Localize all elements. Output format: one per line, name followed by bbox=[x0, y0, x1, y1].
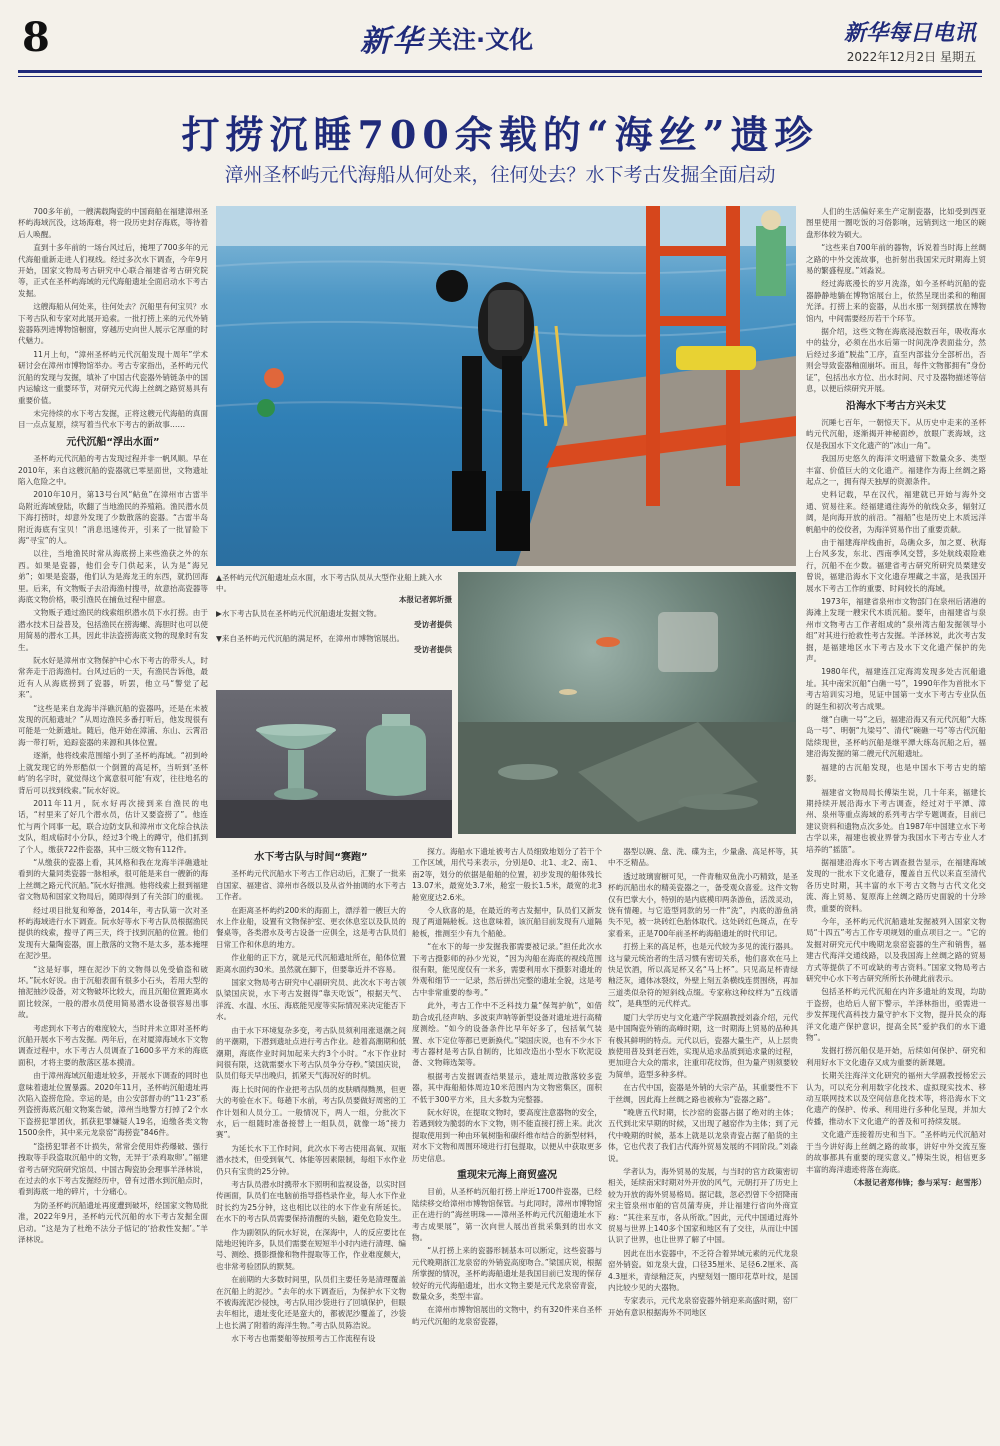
masthead-brand-text: 新华每日电讯 bbox=[843, 20, 976, 46]
page-number: 8 bbox=[22, 14, 50, 61]
subhead-song-yuan-trade: 重现宋元海上商贸盛况 bbox=[457, 1169, 557, 1181]
subhead-race-against-time: 水下考古队与时间“赛跑” bbox=[254, 852, 368, 863]
caption-photo-ceramics: ▼来自圣杯屿元代沉船的满足杯，在漳州市博物馆展出。 bbox=[216, 634, 405, 643]
body-text: 器型以碗、盘、洗、碟为主，少量盏、高足杯等，其中不乏精品。 透过玻璃窗橱可见，一件青釉双鱼洗小巧精致，是圣杯屿沉船出水的精美瓷器之一，备受观众喜爱。这件文物仅有巴掌大小，特别的是内底模印两条游鱼，活泼灵动，饶有情趣。与它造型同款的另一件“洗”，内底的游鱼消失不见，被一块砖红色胎体取代。这处砖红色斑点，在专家看来，正是700年前圣杯屿海船遗址的时代印记。 打捞上来的高足杯，也是元代较为多见的流行器具。这与蒙元统治者的生活习惯有密切关系，他们喜欢在马上快足饮酒，所以高足杯又名“马上杯”。只见高足杯青绿釉泛灰，通体冰裂纹，外壁上刻五条横线连贯围绕，再加三道类似杂符的短斜线点缀。专家称这种纹样为“五线谱纹”，是典型的元代样式。 厦门大学历史与文化遗产学院副教授刘淼介绍，元代是中国陶瓷外销的高峰时期，这一时期海上贸易的品种具有极其鲜明的特点。元代以后，瓷器大量生产，从上层贵族使用普及到老百姓，实现从追求品质到追求量的过程，更加迎合大众的需求，注重印花纹饰，但为量产则须要较为简单，造型多种多样。 在古代中国，瓷器是外销的大宗产品，其重要性不下于丝绸，因此海上丝绸之路也被称为“瓷器之路”。 “晚唐五代时期，长沙窑的瓷器占据了绝对的主体；五代到北宋早期的时候，又出现了越窑作为主体；到了元代中晚期的时候，基本上就是以龙泉青瓷占据了船货的主体，它也代表了我们古代海外贸易发展的不同阶段。”刘淼说。 学者认为，海外贸易的发展，与当时的官方政策密切相关，延续南宋时期对外开放的风气，元朝打开了历史上较为开放的海外贸易格局。据记载，忽必烈曾下令招降南宋主管泉州市舶的官员蒲寿庚，并让福建行省向外商宣称：“其往来互市，各从所欲。”因此，元代中国通过海外贸易与世界上140多个国家和地区有了交往，从而让中国认识了世界，也让世界了解了中国。 因此在出水瓷器中，不乏符合着异域元素的元代龙泉窑外销瓷。如龙泉大盘，口径35厘米、足径6.2厘米、高4.3厘米，青绿釉泛灰，内壁刻划一圈印花草叶纹，是国内比较少见的大器物。 专家表示，元代龙泉窑瓷器外销迎来高盛时期，窑厂开始有意识根据海外不同地区 bbox=[608, 847, 798, 1317]
column-3 bbox=[412, 846, 602, 1428]
column-5 bbox=[806, 206, 986, 1428]
credit-photo-diver: 本报记者郭圻摄 bbox=[398, 595, 452, 604]
header-rule bbox=[18, 70, 982, 73]
caption-photo-seabed: ▶水下考古队员在圣杯屿元代沉船遗址发掘文物。 bbox=[216, 609, 382, 618]
caption-photo-diver: ▲圣杯屿元代沉船遗址点水面，水下考古队员从大型作业船上跳入水中。 bbox=[216, 573, 443, 593]
subheadline: 漳州圣杯屿元代海船从何处来，往何处去？水下考古发掘全面启动 bbox=[224, 164, 776, 186]
subhead-coastal-underwater-archaeology: 沿海水下考古方兴未艾 bbox=[846, 400, 946, 412]
body-text: 圣杯屿元代沉船水下考古工作启动后，汇聚了一批来自国家、福建省、漳州市各级以及从省外抽调的水下考古工作者。 在距离圣杯屿约200米的海面上，漂浮着一艘巨大的水上作业船，设置有文物保护室、更衣休息室以及队员的餐桌等，各类潜水及考古设备一应俱全，这是考古队员们日常工作和休息的地方。 作业船的正下方，就是元代沉船遗址所在，船体位置距离水面约30米。虽然就在脚下，但要靠近并不容易。 国家文物局考古研究中心副研究员、此次水下考古领队梁国庆说，水下考古发掘得“靠天吃饭”，根据天气、洋流、水温、水压、海底能见度等实际情况来决定能否下水。 由于水下环境复杂多变，考古队员须利用涨退潮之间的平潮期，下潜到遗址点进行考古作业。趁着高潮期和低潮期，海底作业时间加起来大约3个小时。“水下作业时间很有限，这就需要水下考古队员争分夺秒。”梁国庆说，队员们每天早出晚归，抓紧天气海况好的时机。 海上长时间的作业把考古队员的皮肤晒得黝黑，但更大的考验在水下。每趟下水前，考古队员要做好周密的工作计划和人员分工。一般情况下，两人一组，分批次下水，后一组随时准备接替上一组队员，就像一场“接力赛”。 为延长水下工作时间，此次水下考古使用高氧、双瓶潜水技术，但受到氧气、体能等因素限制，每组下水作业仍只有宝贵的25分钟。 考古队员潜水时携带水下照明和监视设备，以实时回传画面，队员们在电脑前指导搭档录作业，每人水下作业时长约为25分钟，这也相比以往的水下作业有所延长。在水下的考古队员需要保持清醒的头脑，避免危险发生。 作为副领队的阮水好说，在深海中，人的反应要比在陆地迟钝许多，队员们需要在短短半小时内进行清理、编号、测绘、摄影摄像和物件提取等工作，作业难度颇大，也非常考验团队的默契。 在前期的大多数时间里，队员们主要任务是清理覆盖在沉船上的泥沙。“去年的水下调查后，为保护水下文物不被海流泥沙侵蚀，考古队用沙袋进行了回填保护，但眼去年相比，遗址变化还是蛮大的，都被泥沙覆盖了，沙袋上也长满了附着的海洋生物。”考古队员陈浩说。 水下考古也需要船等按照考古工作流程有设 bbox=[216, 869, 406, 1344]
photo-celadon-ceramics bbox=[216, 690, 452, 838]
diver-scene-illustration bbox=[216, 206, 796, 566]
credit-photo-seabed: 受访者提供 bbox=[414, 620, 452, 629]
photo-captions bbox=[216, 572, 452, 658]
intro-text: 700多年前，一艘满载陶瓷的中国商船在福建漳州圣杯屿海域沉没，这场海难，将一段历史封存海底，等待着后人唤醒。 直到十多年前的一场台风过后，掩埋了700多年的元代海船重新走进人们视线。经过多次水下调查，今年9月开始，国家文物局考古研究中心联合福建省考古研究院等，正式在圣杯屿海域的元代海船遗址全面启动水下考古发掘。 这艘海船从何处来，往何处去？沉船里有何宝贝？水下考古队和专家对此展开追索。一批打捞上来的元代外销瓷器陈列进博物馆橱窗，穿越历史向世人展示它厚重的时代魅力。 11月上旬，“漳州圣杯屿元代沉船发现十周年”学术研讨会在漳州市博物馆举办。考古专家指出，圣杯屿元代沉船的发现与发掘，填补了中国古代瓷器外销链条中的国内运输这一重要环节，对研究元代海上丝绸之路贸易具有重要价值。 未完待续的水下考古发掘，正将这艘元代海船的真面目一点点复原，续写着当代水下考古的新故事…… bbox=[18, 207, 208, 430]
photo-diver-jumping bbox=[216, 206, 796, 566]
column-4 bbox=[608, 846, 798, 1428]
headline: 打捞沉睡700余载的“海丝”遗珍 bbox=[181, 112, 819, 157]
ceramics-illustration bbox=[216, 690, 452, 838]
photo-seabed-excavation bbox=[458, 572, 796, 834]
column-1 bbox=[18, 206, 208, 1428]
byline: （本报记者郑伟锋；参与采写：赵雪彤） bbox=[849, 1177, 986, 1187]
body-text: 圣杯屿元代沉船的考古发现过程并非一帆风顺。早在2010年，来自这艘沉船的瓷器就已零星面世，文物遗址陷入危险之中。 2010年10月，第13号台风“鲇鱼”在漳州市古雷半岛附近海域登陆，吹翻了当地渔民的养殖箱。渔民潜水员下海打捞时，却意外发现了少数散落的瓷器。“古雷半岛附近海底有宝贝！”消息迅速传开，引来了一批冒险下海“寻宝”的人。 以往，当地渔民时常从海底捞上来些渔获之外的东西。如果是瓷器，他们会专门供起来，认为是“海兄弟”；如果是瓷器，他们认为是海龙王的东西，就扔回海里。后来，有文物贩子去沿海渔村搜寻，故意抬高瓷器等海底文物价格，吸引渔民在捕鱼过程中留意。 文物贩子通过渔民的线索组织潜水员下水打捞。由于潜水技术日益普及，包括渔民在捞海螺、海胆时也可以使用简易的潜水工具，因此非法盗捞海底文物的现象时有发生。 阮水好是漳州市文物保护中心水下考古的带头人，时常奔走于沿海渔村。台风过后的一天，有渔民告诉他，最近有人从海底捞到了瓷器，听罢，他立马“警觉了起来”。 “这些是来自龙海半洋礁沉船的瓷器吗，还是在未被发现的沉船遗址？”从周边渔民多番打听后，他发现很有可能是一处新遗址。随后，他开始在漳浦、东山、云霄沿海一带打听，追踪瓷器的来源和具体位置。 逐渐，他将线索范围缩小到了圣杯屿海域。“初到岭上就发现它的外形酷似一个倒置的高足杯，当听到‘圣杯屿’的名字时，就觉得这个寓意很可能‘有戏’，往往地名的背后可以找到线索。”阮水好说。 2011年11月，阮水好再次接到来自渔民的电话，“村里来了好几个潜水员，估计又要盗捞了”。他连忙与两个同事一起，联合边防支队和漳州市文化综合执法支队，组成临时小分队，经过3个晚上的蹲守，他们抓到了个人，缴获722件瓷器，其中三级文物有112件。 “从缴获的瓷器上看，其风格和我在龙海半洋礁遗址看到的大量同类瓷器一脉相承，很可能是来自一艘新的海上丝绸之路元代沉船。”阮水好推测。他将线索上报到福建省文物局和国家文物局后，随即得到了有关部门的重视。 经过项目批复和筹备，2014年，考古队第一次对圣杯屿海域进行水下调查。阮水好等水下考古队员根据渔民提供的线索，搜寻了两三天，终于找到沉船的位置。他们发现有大量陶瓷器，面上散落的文物不是太多，基本掩埋在泥沙里。 “这是好事，埋在泥沙下的文物得以免受偷盗和破坏。”阮水好说。由于沉船表面有很多小石头，若用大型的抽泥抽沙设备，对文物破坏比较大，而且沉船位置距离水面比较深，一般的潜水员使用简易潜水设备很容易出事故。 考虑到水下考古的难度较大，当时并未立即对圣杯屿沉船开展水下考古发掘。两年后，在对厦漳海域水下文物调查过程中，水下考古人员调查了1600多平方米的海底面积，才将主要的散落区基本摸清。 由于漳州海域沉船遗址较多，开展水下调查的同时也意味着遗址位置暴露。2020年11月，圣杯屿沉船遗址再次陷入盗捞危险。幸运的是，由公安部督办的“11·23”系列盗捞海底沉船文物案告破，漳州当地警方打掉了2个水下盗捞犯罪团伙，抓获犯罪嫌疑人19名，追缴各类文物1500余件，其中来元龙泉窑“海捞瓷”846件。 “盗捞犯罪者不计损失，常常会使用炸药爆破、强行拽取等手段盗取沉船中的文物，无异于‘杀鸡取卵’。”福建省考古研究院研究馆员、中国古陶瓷协会理事羊泽林说，在过去的水下考古发掘经历中，曾有过潜水到沉船点时，看到海底一地的碎片，十分痛心。 为防圣杯屿沉船遗址再度遭到破坏，经国家文物局批准，2022年9月，圣杯屿元代沉船的水下考古发掘全面启动。“这是为了杜绝不法分子惦记的‘拾救性发掘’。”羊泽林说。 bbox=[18, 454, 208, 1244]
column-2 bbox=[216, 846, 406, 1428]
masthead-brand bbox=[844, 16, 976, 47]
subhead-shipwreck-surfaces: 元代沉船“浮出水面” bbox=[66, 436, 160, 448]
header-rule-thin bbox=[18, 76, 982, 77]
credit-photo-ceramics: 受访者提供 bbox=[414, 645, 452, 654]
body-text: 探方。海船水下遗址被考古人员细致地划分了若干个工作区域，用代号来表示，分别是0、北1、北2、南1、南2等，划分的依据是船舶的位置，初步发现的船体残长13.07米，最宽处3.7米，舱室一般长1.5米，最宽的北3舱宽度达2.6米。 令人欣喜的是，在最近的考古发掘中，队员们又新发现了两道隔舱板。这也意味着，该沉船目前发现有八道隔舱板，推测至少有九个船舱。 “在水下的每一步发掘我都需要被记录。”担任此次水下考古摄影师的孙少光说，“因为沟船在海底的视线范围很有限，能见度仅有一米多，需要利用水下摄影对遗址的外观和细节一一记录，然后拼出完整的遗址全貌，这是考古中非常重要的参考。” 此外，考古工作中不乏科技力量“保驾护航”，如借助合成孔径声呐、多波束声呐等新型设备对遗址进行高精度测绘。“如今的设备条件比早年好多了，包括氧气装置、水下定位等都已更新换代。”梁国庆说，也有不少水下考古器材是考古队自制的，比如改造出小型水下吹泥设备、文物筛选架等。 根据考古发掘调查结果显示，遗址周边散落较多瓷器，其中海船船体周边10米范围内为文物密集区，面积不低于300平方米，且大多数为完整器。 阮水好说，在提取文物时，要高度注意器物的安全，若遇到较为脆弱的水下文物，则不能直接打捞上来。此次提取使用到一种由环氧树脂和碳纤维布结合的新型材料，对水下文物和周围环境进行打包提取，以便从中获取更多历史信息。 bbox=[412, 847, 602, 1163]
issue-date: 2022年12月2日 星期五 bbox=[846, 50, 976, 64]
newspaper-logo: 新华 bbox=[360, 24, 424, 59]
seabed-illustration bbox=[458, 572, 796, 834]
section-title: 关注·文化 bbox=[428, 26, 534, 54]
body-text: 目前，从圣杯屿沉船打捞上岸近1700件瓷器，已经陆续移交给漳州市博物馆保管。与此同时，漳州市博物馆正在进行的“海丝明珠——漳州圣杯屿元代沉船遗址水下考古成果展”，第一次向世人展出首批采集到的出水文物。 “从打捞上来的瓷器形制基本可以断定，这些瓷器与元代晚期浙江龙泉窑的外销瓷高度吻合。”梁国庆说，根据所掌握的情况，圣杯屿海船遗址是我国目前已发现的保存较好的元代海船遗址，出水文物主要是元代龙泉窑青瓷，数量众多，类型丰富。 在漳州市博物馆展出的文物中，约有320件来自圣杯屿元代沉船的龙泉窑瓷器， bbox=[412, 1187, 602, 1326]
body-text: 人们的生活偏好来生产定制瓷器，比如受到西亚图里使用一圈吃饭的习俗影响，远销到这一地区的碗盘形体较为硕大。 “这些来自700年前的器物，诉说着当时海上丝绸之路的中外交流故事，也折射出我国宋元时期海上贸易的繁盛程度。”刘淼说。 经过海底漫长的岁月洗涤，如今圣杯屿沉船的瓷器静静地躺在博物馆展台上，依然呈现出柔和的釉面光泽。打捞上来的瓷器，从出水那一刻到摆放在博物馆内，中间需要经历若干个环节。 据介绍，这些文物在海底浸泡数百年，吸收海水中的盐分，必须在出水后第一时间洗净表面盐分，然后经过多道“脱盐”工序，直至内部盐分全部析出，否则会导致瓷器釉面崩坏。而且，每件文物都拥有“身份证”，包括出水方位、出水时间、尺寸及器物描述等信息，以便后续研究开展。 bbox=[806, 207, 986, 394]
body-text: 沉睡七百年，一朝惊天下。从历史中走来的圣杯屿元代沉船，逐渐揭开神秘面纱，放眼广袤海域，这仅是我国水下文化遗产的“冰山一角”。 我国历史悠久的海洋文明遗留下数量众多、类型丰富、价值巨大的文化遗产。福建作为海上丝绸之路起点之一，拥有得天独厚的资源条件。 史料记载，早在汉代，福建就已开始与海外交通、贸易往来。经福建通往海外的航线众多，辐射辽阔，是向海开放的前沿。“福船”也是历史上木质远洋帆船中的佼佼者，为海洋贸易作出了重要贡献。 由于福建海岸线曲折，岛礁众多，加之夏、秋海上台风多发，东北、西南季风交替，多处航线艰险难行，沉船不在少数。福建省考古研究所研究员栗建安曾说，福建沿海水下文化遗存埋藏之丰富，是我国开展水下考古工作的重要、时间较长的海域。 1973年，福建省泉州市文物部门在泉州后渚港的海滩上发现一艘宋代木质沉船。要年，由福建省与泉州市文物考古工作者组成的“泉州湾古船发掘领导小组”对其进行抢救性考古发掘。羊泽林说，此次考古发掘，是福建地区水下考古及水下文化遗产保护的先声。 1980年代，福建连江定海湾发现多处古沉船遗址。其中南宋沉船“白礁一号”，1990年作为首批水下考古培训实习地，见证中国第一支水下考古专业队伍的诞生和初次考古成果。 继“白礁一号”之后，福建沿海又有元代沉船“大练岛一号”、明朝“九梁号”、清代“碗礁一号”等古代沉船陆续现世，圣杯屿沉船是继平潭大练岛沉船之后，福建沿海发掘的第二艘元代沉船遗址。 福建的古沉船发现，也是中国水下考古史的缩影。 福建省文物局局长傅柒生说，几十年来，福建长期持续开展沿海水下考古调查，经过对于平潭、漳州、泉州等重点海域的系列考古学专题调查，目前已建议资料和遗物点次多处。自1987年中国建立水下考古学以来，福建也被业界誉为我国水下考古专业人才培养的“摇篮”。 据福建沿海水下考古调查报告显示，在福建海域发现的一批水下文化遗存，覆盖自五代以来直至清代各历史时期，其丰富的水下考古文物与古代文化交流、海上贸易、复原海上丝绸之路历史面貌的十分珍贵，重要的资料。 今年，圣杯屿元代沉船遗址发掘被列入国家文物局“十四五”考古工作专项规划的重点项目之一。“它的发掘对研究元代中晚期龙泉窑瓷器的生产和销售，福建古代海洋交通线路，以及我国海上丝绸之路的贸易方式等提供了不可或缺的考古资料。”国家文物局考古研究中心水下考古研究所所长孙键此前表示。 包括圣杯屿元代沉船在内许多遗址的发现，均助于盗捞，也给后人留下警示，羊泽林指出，亟需进一步发挥现代高科技力量守护水下文物，提升民众的海洋文化遗产保护意识，提高全民“爱护我们的水下遗物”。 发掘打捞沉船仅是开始，后续如何保护、研究和利用好水下文化遗存又成为重要的新课题。 长期关注海洋文化研究的福州大学副教授杨宏云认为，可以充分利用数字化技术、虚拟现实技术、移动互联网技术以及空间信息化技术等，将沿海水下文化遗产的保护、传承、利用进行多种化呈现，并加大传播，推动水下文化遗产的普及和可持续发展。 文化遗产连接着历史和当下。“圣杯屿元代沉船对于当今讲好海上丝绸之路的故事，讲好中外交流互鉴的故事都具有重要的现实意义。”傅柒生说，相信更多丰富的海洋遗迹将落在海底。 bbox=[806, 417, 986, 1174]
